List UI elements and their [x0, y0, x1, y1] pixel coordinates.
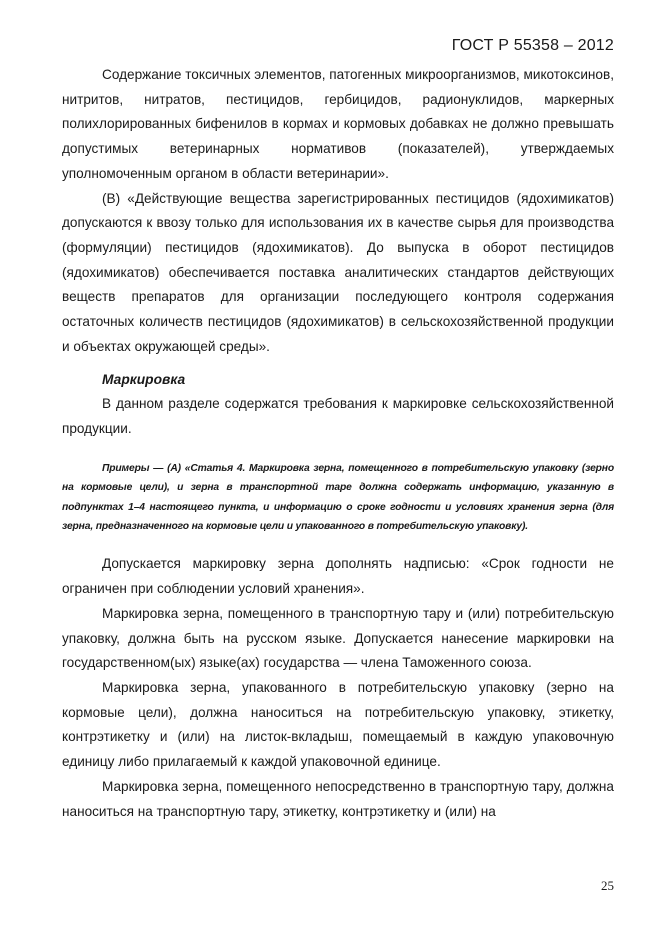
paragraph-toxic-content: Содержание токсичных элементов, патогенных микроорганизмов, микотоксинов, нитритов, нитратов, пестицидов, гербицидов, радионуклидов, маркерных полихлорированных бифенилов в кормах и кормовых добавках не должно превышать допустимых ветеринарных нормативов (показателей), утверждаемых уполномоченным органом в области ветеринарии».: [62, 67, 614, 181]
document-body: [62, 63, 614, 824]
paragraph-transport-tare: Маркировка зерна, помещенного непосредственно в транспортную тару, должна наноситься на транспортную тару, этикетку, контрэтикетку и (или) на: [62, 778, 614, 819]
section-heading-marking: Маркировка: [102, 372, 186, 388]
paragraph-section-intro: В данном разделе содержатся требования к маркировке сельскохозяйственной продукции.: [62, 396, 614, 437]
example-note: Примеры — (А) «Статья 4. Маркировка зерна, помещенного в потребительскую упаковку (зерно на кормовые цели), и зерна в транспортной таре должна содержать информацию, указанную в подпунктах 1–4 настоящего пункта, и информацию о сроке годности и условиях хранения зерна (для зерна, предназначенного на кормовые цели и упакованного в потребительскую упаковку).: [62, 462, 614, 533]
document-standard-code: ГОСТ Р 55358 – 2012: [451, 37, 614, 54]
page-number: 25: [601, 878, 614, 893]
paragraph-shelf-life: Допускается маркировку зерна дополнять надписью: «Срок годности не ограничен при соблюдении условий хранения».: [62, 556, 614, 597]
paragraph-consumer-packaging: Маркировка зерна, упакованного в потребительскую упаковку (зерно на кормовые цели), должна наноситься на потребительскую упаковку, этикетку, контрэтикетку и (или) на листок-вкладыш, помещаемый в каждую упаковочную единицу либо прилагаемый к каждой упаковочной единице.: [62, 679, 614, 770]
paragraph-pesticides: (В) «Действующие вещества зарегистрированных пестицидов (ядохимикатов) допускаются к ввозу только для использования их в качестве сырья для производства (формуляции) пестицидов (ядохимикатов). До выпуска в оборот пестицидов (ядохимикатов) обеспечивается поставка аналитических стандартов действующих веществ препаратов для организации последующего контроля содержания остаточных количеств пестицидов (ядохимикатов) в сельскохозяйственной продукции и объектах окружающей среды».: [62, 190, 614, 354]
paragraph-language: Маркировка зерна, помещенного в транспортную тару и (или) потребительскую упаковку, должна быть на русском языке. Допускается нанесение маркировки на государственном(ых) языке(ах) государства — члена Таможенного союза.: [62, 605, 614, 671]
